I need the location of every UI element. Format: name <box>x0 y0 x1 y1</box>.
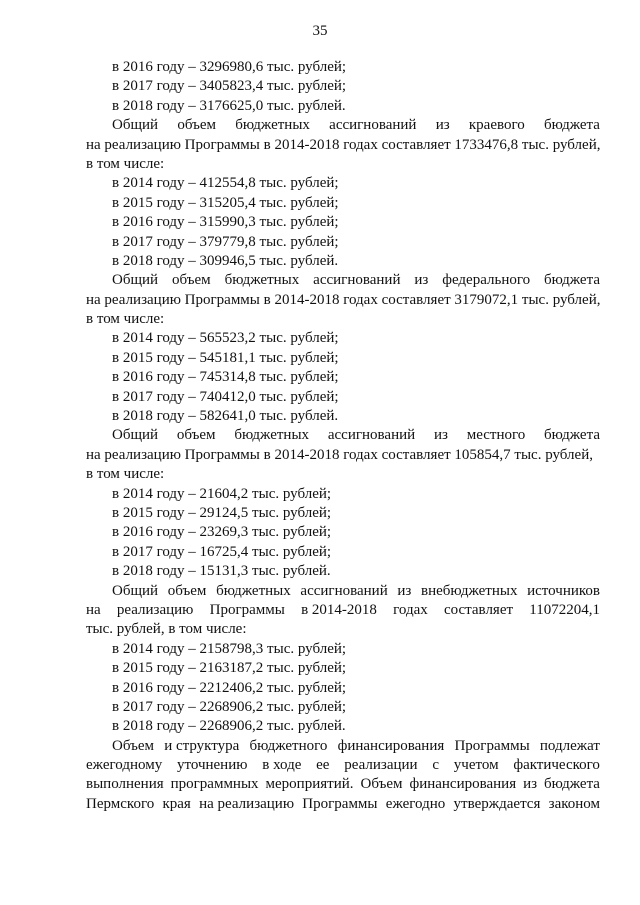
word: на <box>86 601 101 618</box>
word: Объем <box>360 776 403 793</box>
local-budget-paragraph <box>86 426 600 484</box>
word: из <box>397 582 412 599</box>
word: законом <box>548 795 600 812</box>
word: мероприятий. <box>265 776 354 793</box>
word: из <box>414 272 429 289</box>
list-item: в 2014 году – 412554,8 тыс. рублей; <box>112 175 339 192</box>
word: бюджетных <box>235 117 310 134</box>
word: Программы <box>209 601 285 618</box>
word: программных <box>170 776 259 793</box>
word: с <box>432 757 440 774</box>
word: ассигнований <box>313 272 401 289</box>
list-item: в 2015 году – 315205,4 тыс. рублей; <box>112 194 339 211</box>
page-number: 35 <box>312 23 328 39</box>
list-item: в 2015 году – 29124,5 тыс. рублей; <box>112 504 332 521</box>
list-item: в 2018 году – 309946,5 тыс. рублей. <box>112 252 339 269</box>
list-item: в 2015 году – 545181,1 тыс. рублей; <box>112 349 339 366</box>
word: утверждается <box>453 795 541 812</box>
list-item: в 2016 году – 2212406,2 тыс. рублей; <box>112 679 347 696</box>
word: в ходе <box>262 757 302 774</box>
paragraph-first-line <box>86 271 600 290</box>
federal-budget-paragraph <box>86 271 600 329</box>
extrabudgetary-list <box>86 640 600 737</box>
local-list <box>86 485 600 582</box>
list-item: в 2017 году – 2268906,2 тыс. рублей; <box>112 698 347 715</box>
word: бюджетных <box>234 427 310 444</box>
word: бюджета <box>544 776 600 793</box>
word: годах <box>393 601 428 618</box>
word: ассигнований <box>327 427 416 444</box>
list-item: в 2017 году – 379779,8 тыс. рублей; <box>112 233 339 250</box>
word: ассигнований <box>329 117 417 134</box>
word: из <box>433 427 448 444</box>
word: выполнения <box>86 776 164 793</box>
word: Программы <box>302 795 378 812</box>
list-item: в 2016 году – 315990,3 тыс. рублей; <box>112 214 339 231</box>
list-item: в 2016 году – 23269,3 тыс. рублей; <box>112 524 332 541</box>
word: Пермского <box>86 795 155 812</box>
word: бюджета <box>544 272 600 289</box>
word: ежегодному <box>86 757 163 774</box>
list-item: в 2017 году – 740412,0 тыс. рублей; <box>112 388 339 405</box>
word: Общий <box>112 272 159 289</box>
word: реализации <box>344 757 418 774</box>
list-item: в 2014 году – 21604,2 тыс. рублей; <box>112 485 332 502</box>
word: из <box>435 117 450 134</box>
word: уточнению <box>176 757 248 774</box>
word: бюджета <box>544 117 600 134</box>
paragraph-first-line <box>86 116 600 135</box>
word: 11072204,1 <box>529 601 600 618</box>
closing-paragraph <box>86 737 600 815</box>
paragraph-first-line <box>86 426 600 445</box>
word: объем <box>177 117 216 134</box>
extrabudgetary-paragraph <box>86 582 600 640</box>
list-item: в 2015 году – 2163187,2 тыс. рублей; <box>112 660 347 677</box>
word: Объем <box>112 737 154 754</box>
word: в 2014-2018 <box>301 601 377 618</box>
list-item: в 2018 году – 2268906,2 тыс. рублей. <box>112 718 346 735</box>
federal-list <box>86 329 600 426</box>
paragraph-line: на реализацию Программы в 2014-2018 годах составляет 105854,7 тыс. рублей, <box>86 446 593 463</box>
word: ее <box>316 757 330 774</box>
list-item: в 2014 году – 565523,2 тыс. рублей; <box>112 330 339 347</box>
word: Общий <box>112 582 159 599</box>
word: фактического <box>513 757 600 774</box>
word: Общий <box>112 427 159 444</box>
word: бюджета <box>544 427 600 444</box>
paragraph-first-line <box>86 582 600 601</box>
word: объем <box>171 272 211 289</box>
word: краевого <box>468 117 525 134</box>
document-body <box>86 58 600 814</box>
paragraph-first-line <box>86 737 600 756</box>
paragraph-line: тыс. рублей, в том числе: <box>86 621 247 638</box>
paragraph-line: в том числе: <box>86 466 165 483</box>
word: ежегодно <box>385 795 446 812</box>
list-item: в 2016 году – 3296980,6 тыс. рублей; <box>112 59 347 75</box>
word: объем <box>176 427 216 444</box>
list-item: в 2018 году – 3176625,0 тыс. рублей. <box>112 97 346 114</box>
list-item: в 2017 году – 3405823,4 тыс. рублей; <box>112 78 347 95</box>
regional-list <box>86 174 600 271</box>
word: подлежат <box>539 737 600 754</box>
word: из <box>523 776 538 793</box>
word: бюджетного <box>249 737 328 754</box>
list-item: в 2014 году – 2158798,3 тыс. рублей; <box>112 640 347 657</box>
paragraph-line <box>86 756 600 775</box>
word: источников <box>527 582 600 599</box>
word: местного <box>466 427 526 444</box>
word: федерального <box>442 272 531 289</box>
top-list <box>86 58 600 116</box>
word: бюджетных <box>224 272 300 289</box>
word: объем <box>167 582 207 599</box>
paragraph-line <box>86 795 600 814</box>
word: финансирования <box>337 737 445 754</box>
word: составляет <box>443 601 514 618</box>
paragraph-line: на реализацию Программы в 2014-2018 годах составляет 1733476,8 тыс. рублей, <box>86 136 601 153</box>
word: бюджетных <box>216 582 291 599</box>
word: реализацию <box>116 601 194 618</box>
word: учетом <box>453 757 499 774</box>
word: ассигнований <box>300 582 388 599</box>
word: края <box>162 795 191 812</box>
word: на реализацию <box>199 795 295 812</box>
word: внебюджетных <box>421 582 518 599</box>
paragraph-line: в том числе: <box>86 155 165 172</box>
list-item: в 2018 году – 15131,3 тыс. рублей. <box>112 563 331 580</box>
word: Программы <box>454 737 530 754</box>
list-item: в 2018 году – 582641,0 тыс. рублей. <box>112 408 339 425</box>
paragraph-line <box>86 601 600 620</box>
list-item: в 2017 году – 16725,4 тыс. рублей; <box>112 543 332 560</box>
word: финансирования <box>409 776 517 793</box>
paragraph-line: на реализацию Программы в 2014-2018 годах составляет 3179072,1 тыс. рублей, <box>86 291 601 308</box>
list-item: в 2016 году – 745314,8 тыс. рублей; <box>112 369 339 386</box>
paragraph-line: в том числе: <box>86 311 165 328</box>
word: Общий <box>112 117 159 134</box>
regional-budget-paragraph <box>86 116 600 174</box>
word: и структура <box>164 737 240 754</box>
paragraph-line <box>86 775 600 794</box>
